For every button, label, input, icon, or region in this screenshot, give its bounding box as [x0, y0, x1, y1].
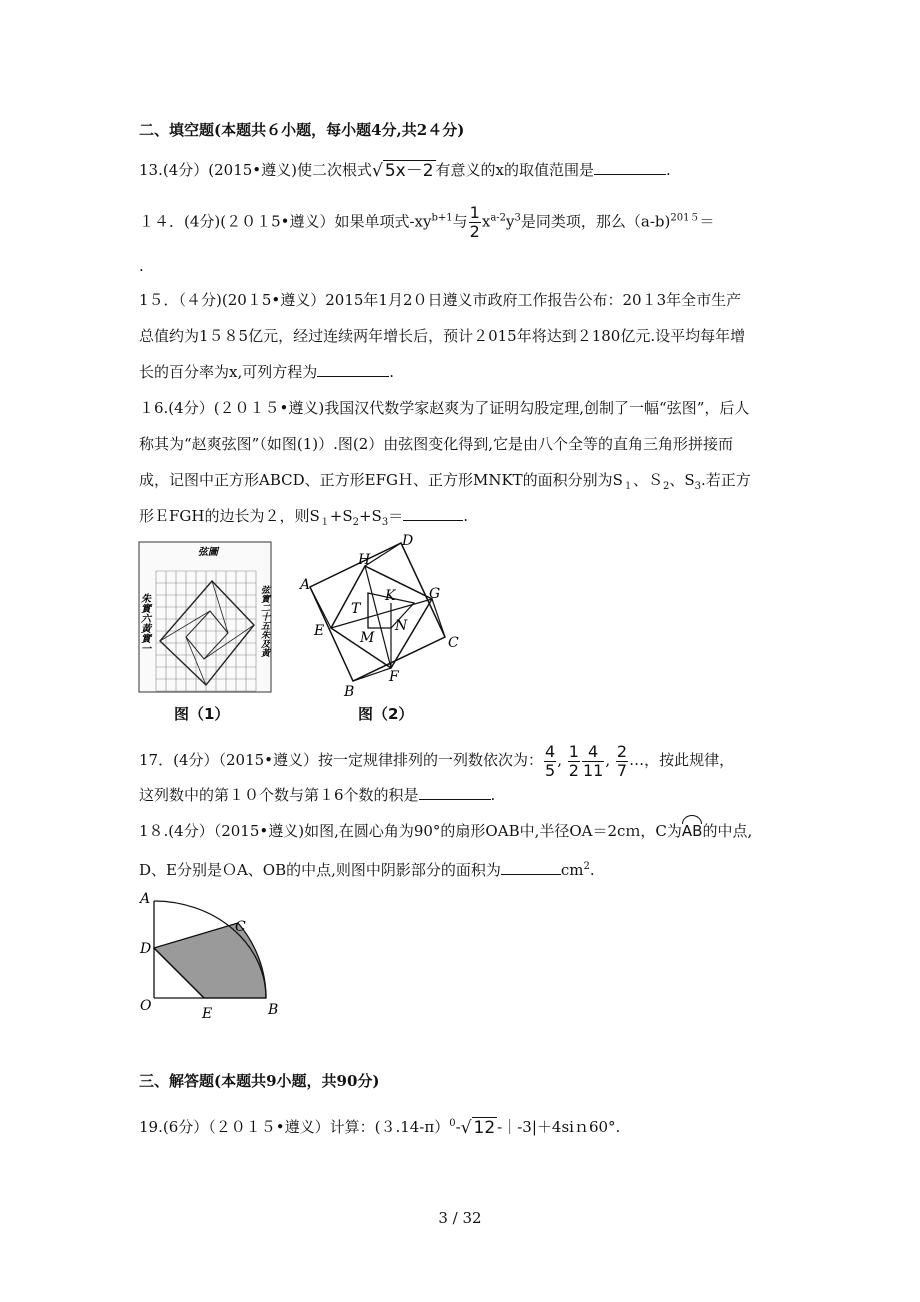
q16-line3-prefix: 成，记图中正方形ABCD、正方形EFGＨ、正方形MNKT的面积分别为S [139, 471, 623, 489]
q16-end: . [463, 507, 469, 525]
fig2-label-t: T [351, 601, 361, 617]
q17-frac2-num: 1 [568, 741, 579, 761]
q17-frac3-num: 4 [582, 743, 604, 762]
q17-prefix: 17．(4分）（2015•遵义）按一定规律排列的一列数依次为： [139, 751, 544, 769]
q16-line3-mid2: 、S [669, 471, 695, 489]
q14-sup-b1: b+1 [431, 212, 453, 224]
figure-1-xian-tu [138, 541, 272, 693]
q17-dots: …，按此规律， [629, 751, 735, 769]
q17-sep1: , [557, 751, 562, 769]
q18-line1 [139, 821, 752, 841]
q16-line4-prefix: 形ＥFGH的边长为２，则S [139, 507, 320, 525]
q18-unit-sup: 2 [583, 861, 590, 872]
q16-l4-sub3: 3 [381, 517, 389, 528]
fig1-left-text: 朱實六黃實一 [138, 593, 150, 653]
q16-l4-p3: +S [358, 507, 382, 525]
q18-line1-prefix: 1８.(4分）（2015•遵义)如图,在圆心角为90°的扇形OAB中,半径OA＝2cｍ，C为 [139, 822, 682, 840]
q15-line3-prefix: 长的百分率为x,可列方程为 [139, 363, 318, 381]
q18-answer-blank [501, 860, 561, 875]
fig2-label-m: M [360, 630, 375, 646]
q16-line1: １6.(4分）(２０１５•遵义)我国汉代数学家赵爽为了证明勾股定理,创制了一幅“弦图”，后人 [139, 399, 750, 417]
q16-line4 [139, 506, 468, 533]
question-13 [139, 160, 671, 181]
q16-l4-sub2: 2 [352, 517, 359, 528]
q14-sup-a2: a-2 [490, 212, 507, 224]
q19-radicand: 12 [473, 1118, 496, 1138]
q14-prefix: １４．(4分)(２０１5•遵义）如果单项式-xy [139, 212, 432, 231]
q17-frac3-den: 11 [582, 760, 604, 780]
q18-end: . [589, 861, 595, 879]
q15-line2: 总值约为1５８5亿元，经过连续两年增长后，预计２015年将达到２180亿元.设平均每年增 [139, 327, 746, 345]
q18-label-d: D [140, 941, 152, 957]
q17-frac2-den: 2 [568, 760, 579, 780]
q14-frac-den: 2 [469, 222, 480, 241]
question-14 [139, 204, 714, 241]
q18-label-a: A [140, 891, 151, 907]
figure-q18-sector [134, 886, 284, 1022]
fig2-label-n: N [395, 618, 408, 634]
q14-frac-num: 1 [469, 203, 480, 222]
fig1-right-text: 弦實二十五朱及黃 [259, 585, 269, 657]
fig2-label-h: H [358, 552, 371, 568]
fig2-label-d: D [402, 533, 414, 549]
q16-line3-mid1: 、Ｓ [632, 471, 663, 489]
q17-frac-2 [568, 743, 580, 780]
q14-mid: 与 [452, 212, 468, 231]
q13-radicand: 5x－2 [384, 161, 434, 181]
q18-unit: cm [560, 861, 584, 879]
q17-line2-prefix: 这列数中的第１０个数与第１6个数的积是 [139, 786, 419, 804]
q18-shaded-region [154, 923, 266, 998]
page-number: 3 / 32 [438, 1209, 482, 1227]
q13-suffix: 有意义的x的取值范围是 [435, 161, 594, 179]
q16-sub-2: 2 [662, 481, 670, 492]
q13-prefix: 13.(4分）(2015•遵义)使二次根式 [139, 161, 372, 179]
q19-minus: - [455, 1118, 461, 1136]
q16-answer-blank [403, 506, 463, 521]
fig2-label-c: C [448, 635, 459, 651]
fig2-label-f: F [389, 669, 399, 685]
fig1-caption: 图（1） [174, 705, 230, 723]
q17-frac4-num: 2 [616, 741, 628, 761]
fig2-label-k: K [385, 588, 396, 604]
question-19 [139, 1114, 620, 1138]
fig2-caption: 图（2） [358, 705, 414, 723]
q15-end: . [389, 363, 395, 381]
q14-suffix: 是同类项，那么（a-b) [520, 212, 671, 231]
q15-line1: 1５．（４分)(20１5•遵义）2015年1月2０日遵义市政府工作报告公布：20１3年全市生产 [139, 291, 742, 309]
q17-frac1-den: 5 [545, 760, 556, 780]
fig2-label-b: B [344, 684, 355, 699]
q19-sup-0: 0 [449, 1118, 456, 1129]
q15-answer-blank [317, 362, 389, 377]
q18-arc-ab: AB [681, 822, 703, 840]
fig2-label-g: G [429, 586, 441, 602]
q13-sqrt: √ 5x－2 [371, 161, 434, 181]
q17-sep2: , [605, 751, 611, 769]
q14-x: x [481, 212, 491, 231]
q17-frac4-den: 7 [616, 760, 628, 780]
q19-sqrt: √ 12 [460, 1118, 496, 1138]
q18-line2-prefix: D、E分别是ＯA、OB的中点,则图中阴影部分的面积为 [139, 861, 501, 879]
q17-end: . [490, 786, 496, 804]
q14-sup-3: 3 [514, 212, 521, 224]
figure-2-squares [298, 531, 466, 699]
q18-line1-suffix: 的中点, [702, 822, 753, 840]
q16-l4-eq: ＝ [388, 507, 404, 525]
q17-line1 [139, 739, 734, 781]
section-title-fill-blank: 二、填空题(本题共６小题，每小题4分,共2４分) [139, 121, 465, 139]
q19-prefix: 19.(6分）（２０１５•遵义）计算：(３.14-π） [139, 1118, 450, 1136]
q18-label-e: E [202, 1006, 213, 1022]
q16-sub-1: １ [622, 481, 633, 492]
q18-line2 [139, 857, 595, 880]
q17-frac1-num: 4 [545, 741, 556, 761]
fig2-label-a: A [300, 577, 311, 593]
q14-fraction [469, 204, 481, 241]
q13-answer-blank [594, 160, 666, 175]
fig1-top-text: 弦圖 [198, 547, 218, 558]
fig2-square-efgh [331, 566, 432, 668]
section-title-solutions: 三、解答题(本题共9小题，共90分) [139, 1072, 380, 1090]
fig2-label-e: E [314, 623, 325, 639]
q17-line2 [139, 785, 495, 805]
q17-frac-1 [544, 743, 556, 780]
q18-label-o: O [140, 998, 152, 1014]
q17-answer-blank [419, 785, 491, 800]
q18-label-b: B [268, 1002, 279, 1018]
q17-frac-4 [616, 743, 628, 780]
q14-y: y [506, 212, 515, 231]
q19-suffix: -｜-3|＋4siｎ60°. [497, 1118, 621, 1136]
q15-line3 [139, 362, 394, 382]
q18-label-c: C [235, 919, 246, 935]
q16-line2: 称其为“赵爽弦图”（如图(1)）.图(2）由弦图变化得到,它是由八个全等的直角三角形拼接而 [139, 435, 734, 453]
q16-l4-p2: +S [329, 507, 353, 525]
q16-l4-sub1: １ [319, 517, 330, 528]
q14-sup-2015: 201５ [670, 212, 700, 224]
q14-line2: . [139, 257, 144, 275]
q16-line3-suffix: .若正方 [701, 471, 751, 489]
q14-eq: ＝ [699, 212, 715, 231]
q16-sub-3: 3 [694, 481, 701, 492]
q16-line3 [139, 470, 751, 497]
q13-end: . [666, 161, 671, 179]
q17-frac-3 [582, 743, 604, 780]
